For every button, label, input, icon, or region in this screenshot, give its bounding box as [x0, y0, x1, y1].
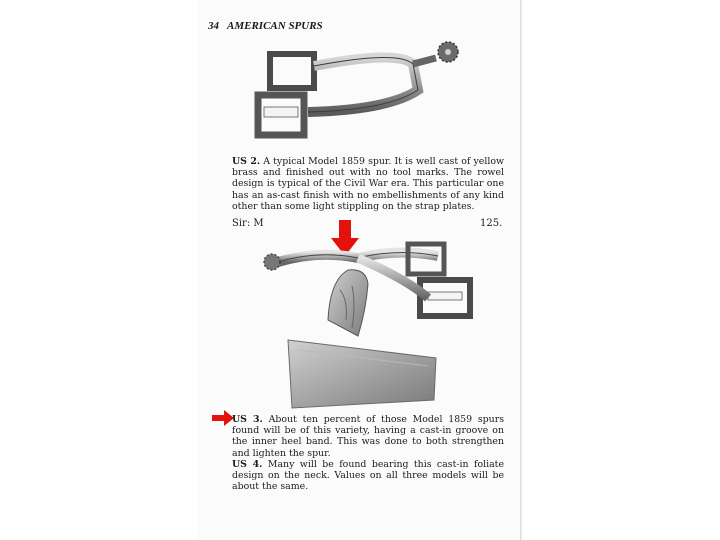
page-number: 34	[208, 20, 219, 32]
spur-photo-us2	[248, 40, 488, 140]
caption-us4-label: US 4.	[232, 458, 263, 470]
caption-us3-label: US 3.	[232, 414, 263, 425]
caption-us3-us4	[232, 414, 504, 492]
page-header	[208, 20, 323, 32]
handwritten-note-right: 125.	[480, 218, 503, 229]
caption-us3	[232, 414, 504, 459]
caption-us4	[232, 459, 504, 493]
spur-photo-us3-us4	[258, 240, 478, 410]
caption-us2-text: A typical Model 1859 spur. It is well cast of yellow brass and finished out with no tool marks. The rowel design is typical of the Civil War era. This particular one has an as-cast finish with no embellishments of any kind other than some light stippling on the strap plates.	[232, 156, 504, 212]
running-title: AMERICAN SPURS	[227, 20, 323, 32]
red-arrow-right-icon	[212, 410, 234, 426]
caption-us3-text: About ten percent of those Model 1859 spurs found will be of this variety, having a cast-in groove on the inner heel band. This was done to both strengthen and lighten the spur.	[232, 414, 505, 459]
caption-us2-label: US 2.	[232, 156, 261, 167]
caption-us4-text: Many will be found bearing this cast-in foliate design on the neck. Values on all three models will be about the same.	[232, 458, 504, 493]
handwritten-note-left: Sir: M	[232, 218, 264, 229]
caption-us2	[232, 156, 504, 212]
book-page	[198, 0, 521, 540]
